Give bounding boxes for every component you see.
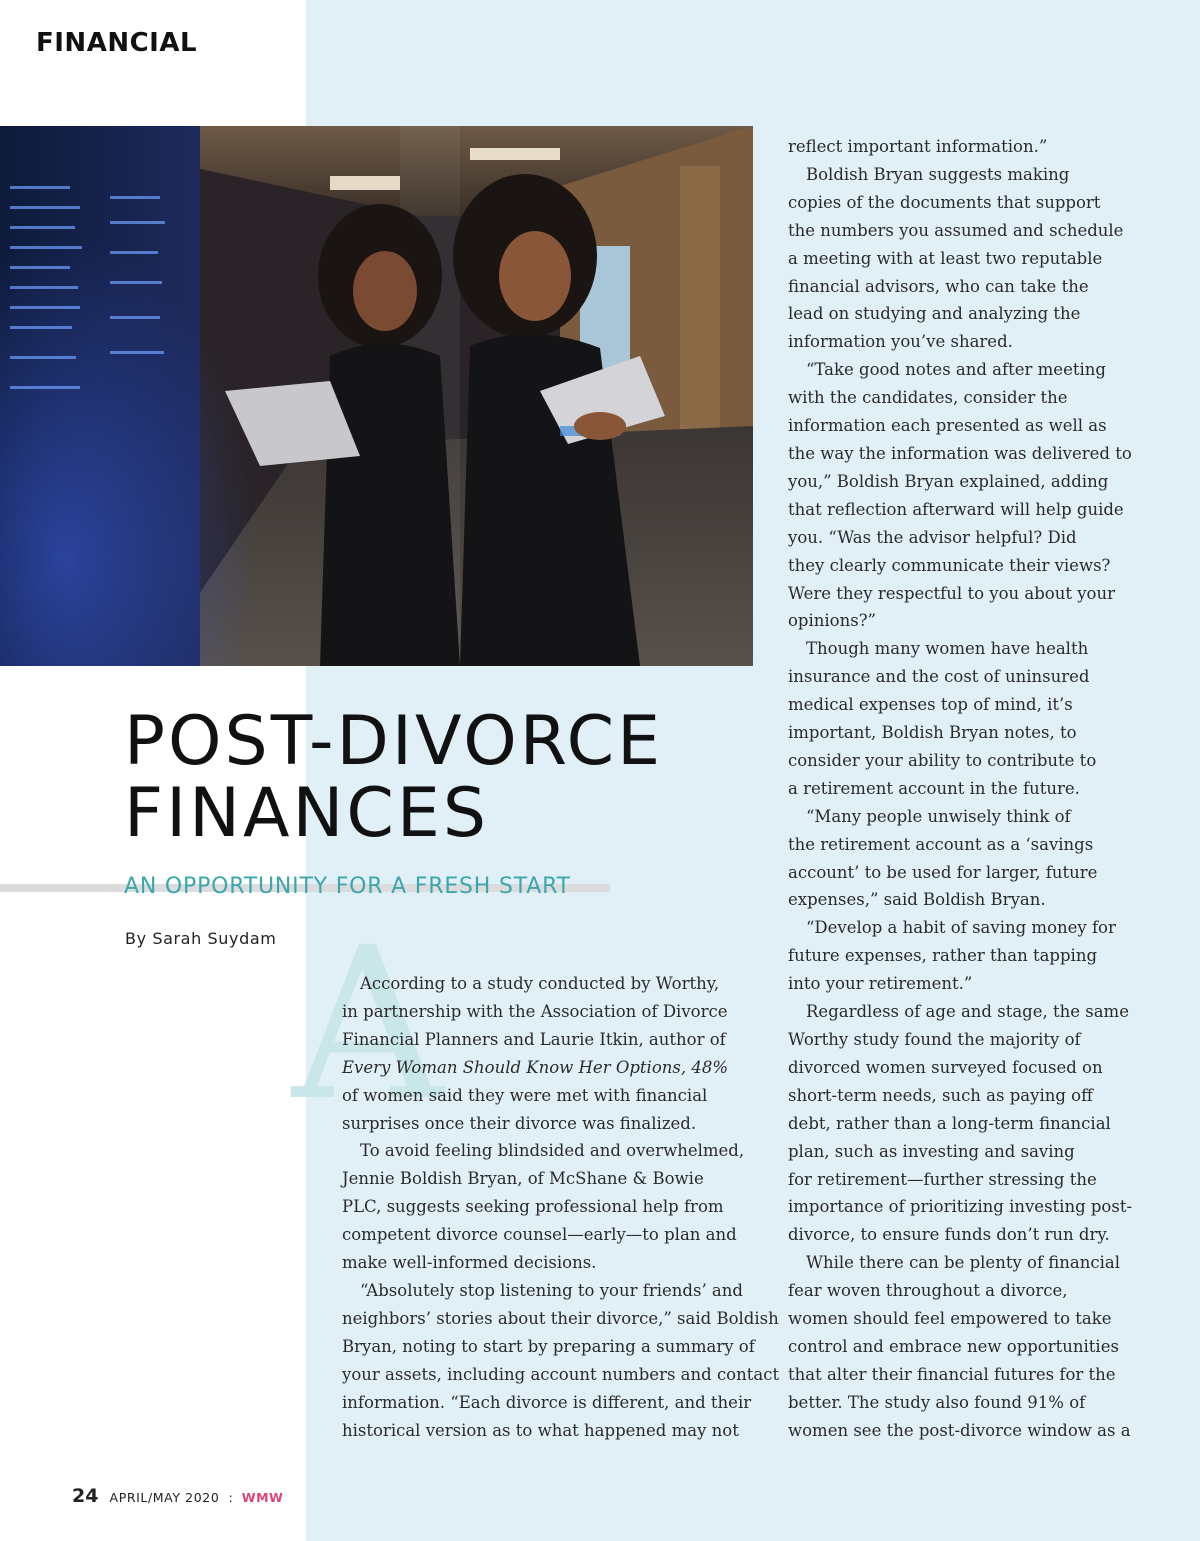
headline-line-1: POST-DIVORCE	[124, 702, 664, 781]
section-label: FINANCIAL	[36, 28, 198, 58]
subheadline: AN OPPORTUNITY FOR A FRESH START	[124, 874, 571, 899]
text-line: a meeting with at least two reputable	[788, 248, 1103, 268]
paragraph	[342, 970, 772, 1137]
text-line: a retirement account in the future.	[788, 778, 1080, 798]
drop-cap: A	[292, 902, 444, 1147]
body-column-middle	[342, 970, 780, 1444]
page-footer	[72, 1485, 283, 1507]
text-line: into your retirement.”	[788, 974, 973, 994]
paragraph	[342, 1277, 780, 1444]
issue-date: APRIL/MAY 2020	[109, 1490, 220, 1505]
hero-photo	[0, 126, 753, 666]
text-line: better. The study also found 91% of	[788, 1392, 1086, 1412]
text-line: the numbers you assumed and schedule	[788, 220, 1124, 240]
text-line: Worthy study found the majority of	[788, 1030, 1081, 1049]
text-line: surprises once their divorce was finalized.	[342, 1113, 697, 1133]
paragraph	[788, 356, 1188, 635]
text-line: lead on studying and analyzing the	[788, 304, 1081, 324]
text-line: divorced women surveyed focused on	[788, 1057, 1103, 1077]
text-line: “Take good notes and after meeting	[806, 360, 1106, 380]
text-line: with the candidates, consider the	[788, 388, 1068, 408]
footer-separator: :	[228, 1490, 233, 1505]
text-line: While there can be plenty of financial	[806, 1253, 1121, 1273]
text-line: According to a study conducted by Worthy,	[360, 974, 720, 993]
text-line: Were they respectful to you about your	[788, 583, 1115, 603]
text-line: information. “Each divorce is different, and their	[342, 1392, 752, 1412]
text-line: your assets, including account numbers and contact	[342, 1364, 780, 1384]
text-line: Though many women have health	[806, 639, 1089, 659]
text-line: reflect important information.”	[788, 137, 1048, 156]
body-column-right	[788, 133, 1188, 1445]
text-line: information each presented as well as	[788, 416, 1107, 436]
headline-line-2: FINANCES	[124, 774, 490, 853]
text-line: information you’ve shared.	[788, 332, 1013, 352]
headline	[124, 702, 664, 853]
text-line: competent divorce counsel—early—to plan and	[342, 1225, 737, 1245]
text-line: women should feel empowered to take	[788, 1309, 1112, 1329]
text-line: copies of the documents that support	[788, 192, 1101, 212]
text-line: Regardless of age and stage, the same	[806, 1002, 1129, 1022]
paragraph	[788, 133, 1188, 161]
text-line: financial advisors, who can take the	[788, 276, 1089, 296]
page-number: 24	[72, 1485, 99, 1507]
text-line: that alter their financial futures for the	[788, 1364, 1116, 1384]
text-line: they clearly communicate their views?	[788, 555, 1111, 575]
text-line: consider your ability to contribute to	[788, 750, 1097, 770]
text-line: importance of prioritizing investing post-	[788, 1197, 1133, 1217]
text-line: account’ to be used for larger, future	[788, 862, 1098, 882]
text-line: historical version as to what happened may not	[342, 1420, 739, 1440]
paragraph	[788, 803, 1188, 915]
text-line: the retirement account as a ‘savings	[788, 834, 1094, 854]
text-line: that reflection afterward will help guide	[788, 499, 1124, 519]
paragraph	[788, 998, 1188, 1249]
text-line: fear woven throughout a divorce,	[788, 1281, 1068, 1301]
text-line: you. “Was the advisor helpful? Did	[788, 527, 1077, 547]
text-line: control and embrace new opportunities	[788, 1336, 1119, 1356]
text-line: make well-informed decisions.	[342, 1253, 597, 1273]
text-line: Boldish Bryan suggests making	[806, 164, 1070, 184]
text-line: Financial Planners and Laurie Itkin, author of	[342, 1029, 726, 1049]
text-line: important, Boldish Bryan notes, to	[788, 723, 1077, 743]
byline: By Sarah Suydam	[125, 929, 277, 948]
text-line: expenses,” said Boldish Bryan.	[788, 890, 1046, 910]
text-line: medical expenses top of mind, it’s	[788, 695, 1073, 715]
text-line: PLC, suggests seeking professional help from	[342, 1197, 724, 1217]
text-line: women see the post-divorce window as a	[788, 1420, 1131, 1440]
text-line: insurance and the cost of uninsured	[788, 667, 1090, 687]
text-line: short-term needs, such as paying off	[788, 1085, 1093, 1105]
paragraph	[342, 1137, 772, 1277]
text-line: divorce, to ensure funds don’t run dry.	[788, 1225, 1110, 1245]
text-line: “Absolutely stop listening to your friends’ and	[360, 1280, 743, 1300]
text-line: debt, rather than a long-term financial	[788, 1113, 1111, 1133]
paragraph	[788, 914, 1188, 998]
paragraph	[788, 161, 1188, 356]
text-line: future expenses, rather than tapping	[788, 946, 1098, 966]
text-line: Bryan, noting to start by preparing a summary of	[342, 1336, 755, 1356]
paragraph	[788, 635, 1188, 802]
text-line: neighbors’ stories about their divorce,” said Boldish	[342, 1308, 779, 1328]
paragraph	[788, 1249, 1188, 1444]
text-line: the way the information was delivered to	[788, 443, 1132, 463]
text-line: plan, such as investing and saving	[788, 1141, 1075, 1161]
text-line: for retirement—further stressing the	[788, 1169, 1097, 1189]
text-line: To avoid feeling blindsided and overwhelmed,	[360, 1141, 745, 1161]
text-line: Jennie Boldish Bryan, of McShane & Bowie	[342, 1169, 704, 1189]
text-line: of women said they were met with financial	[342, 1085, 708, 1105]
magazine-brand: WMW	[241, 1490, 284, 1505]
text-line: opinions?”	[788, 611, 876, 631]
text-line: Every Woman Should Know Her Options, 48%	[342, 1057, 729, 1077]
text-line: “Develop a habit of saving money for	[806, 918, 1116, 938]
text-line: “Many people unwisely think of	[806, 806, 1071, 826]
text-line: in partnership with the Association of Divorce	[342, 1001, 728, 1021]
text-line: you,” Boldish Bryan explained, adding	[788, 471, 1109, 491]
